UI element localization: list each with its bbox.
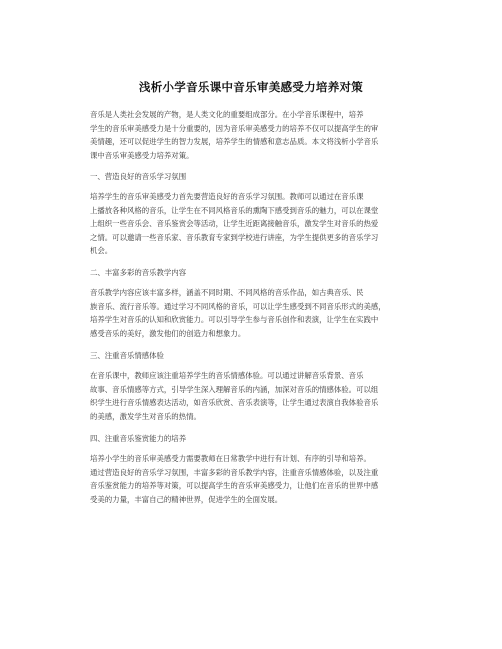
text-line: 机会。 xyxy=(90,246,113,256)
text-line: 之情。可以邀请一些音乐家、音乐教育专家到学校进行讲座，为学生提供更多的音乐学习 xyxy=(90,232,379,242)
text-line: 音乐鉴赏能力的培养等对策，可以提高学生的音乐审美感受力，让他们在音乐的世界中感 xyxy=(90,481,379,491)
document-title: 浅析小学音乐课中音乐审美感受力培养对策 xyxy=(138,80,364,94)
text-line: 感受音乐的美好，激发他们的创造力和想象力。 xyxy=(90,328,246,338)
text-line: 的美感，激发学生对音乐的热情。 xyxy=(90,411,201,421)
section-3-body xyxy=(90,369,422,423)
text-line: 培养小学生的音乐审美感受力需要教师在日常教学中进行有计划、有序的引导和培养。 xyxy=(90,454,371,463)
text-line: 受美的力量，丰富自己的精神世界，促进学生的全面发展。 xyxy=(90,494,283,504)
text-line: 音乐是人类社会发展的产物，是人类文化的重要组成部分。在小学音乐课程中，培养 xyxy=(90,110,364,119)
text-line: 通过营造良好的音乐学习氛围，丰富多彩的音乐教学内容，注重音乐情感体验，以及注重 xyxy=(90,467,379,477)
intro-paragraph xyxy=(90,108,422,162)
section-1-body xyxy=(90,190,422,258)
text-line: 在音乐课中，教师应该注重培养学生的音乐情感体验。可以通过讲解音乐背景、音乐 xyxy=(90,371,364,380)
section-heading: 一、营造良好的音乐学习氛围 xyxy=(90,172,187,181)
text-line: 故事、音乐情感等方式，引导学生深入理解音乐的内涵，加深对音乐的情感体验。可以组 xyxy=(90,384,379,394)
text-line: 美情趣，还可以促进学生的智力发展，培养学生的情感和意志品质。本文将浅析小学音乐 xyxy=(90,137,379,147)
text-line: 课中音乐审美感受力培养对策。 xyxy=(90,150,194,160)
text-line: 织学生进行音乐情感表达活动，如音乐欣赏、音乐表演等，让学生通过表演自我体验音乐 xyxy=(90,398,379,408)
text-line: 音乐教学内容应该丰富多样，涵盖不同时期、不同风格的音乐作品，如古典音乐、民 xyxy=(90,288,364,297)
section-1 xyxy=(90,170,422,184)
text-line: 学生的音乐审美感受力是十分重要的，因为音乐审美感受力的培养不仅可以提高学生的审 xyxy=(90,123,379,133)
text-line: 上组织一些音乐会、音乐鉴赏会等活动，让学生近距离接触音乐，激发学生对音乐的热爱 xyxy=(90,219,379,229)
section-4-body xyxy=(90,452,422,506)
text-line: 族音乐、流行音乐等。通过学习不同风格的音乐，可以让学生感受到不同音乐形式的美感， xyxy=(90,301,386,311)
text-line: 上播放各种风格的音乐，让学生在不同风格音乐的熏陶下感受到音乐的魅力，可以在课堂 xyxy=(90,205,379,215)
section-2-body xyxy=(90,286,422,340)
section-heading: 四、注重音乐鉴赏能力的培养 xyxy=(90,434,187,443)
text-line: 培养学生对音乐的认知和欣赏能力。可以引导学生参与音乐创作和表演，让学生在实践中 xyxy=(90,315,379,325)
section-2 xyxy=(90,266,422,280)
section-4 xyxy=(90,432,422,446)
section-heading: 二、丰富多彩的音乐教学内容 xyxy=(90,268,187,277)
section-3 xyxy=(90,349,422,363)
text-line: 培养学生的音乐审美感受力首先要营造良好的音乐学习氛围。教师可以通过在音乐课 xyxy=(90,192,364,201)
section-heading: 三、注重音乐情感体验 xyxy=(90,351,164,360)
